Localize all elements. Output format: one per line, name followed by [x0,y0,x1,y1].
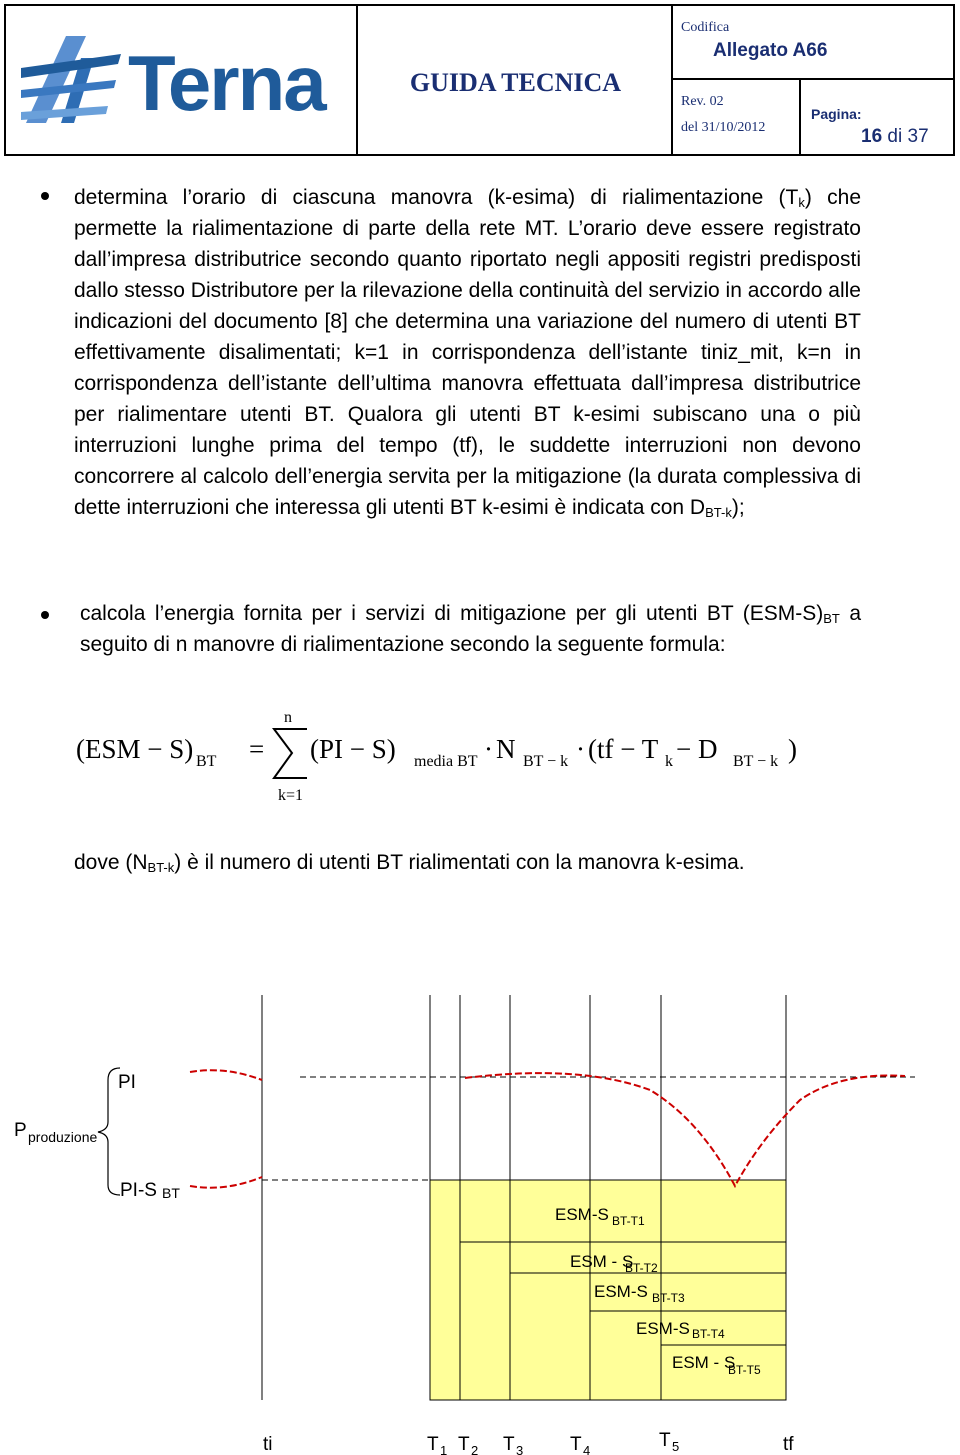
codifica-label: Codifica [681,20,730,35]
bullet-paragraph-1: determina l’orario di ciascuna manovra (k-esima) di rialimentazione $(T_k)$ che permette la rialimentazione di parte della rete MT. L’orario deve essere registrato dall’impresa distributrice secondo quanto riportato negli appositi registri predisposti dallo stesso Distributore per la rilevazione della continuità del servizio in accordo alle indicazioni del documento [8] che determina una variazione del numero di utenti BT effettivamente disalimentati; k=1 in corrispondenza dell’istante tiniz_mit, k=n in corrispondenza dell’istante dell’ultima manovra effettuata dall’impresa distributrice per rialimentare utenti BT. Qualora gli utenti BT k-esimi subiscano una o più interruzioni lunghe prima del tempo (tf), le suddette interruzioni non devono concorrere al calcolo dell’energia servita per la mitigazione (la durata complessiva di dette interruzioni che interessa gli utenti BT k-esimi è indicata con $D_{BT-k}$); [74,186,861,520]
codifica-value: Allegato A66 [713,40,828,61]
axis-sub-t5: 5 [672,1439,680,1454]
esm-sub-t3: BT-T3 [652,1291,685,1305]
terna-logo-text: Terna [128,39,325,127]
page-label: Pagina: [811,106,862,122]
formula-term-n: N [496,734,516,764]
formula-term-pi-s: (PI − S) [310,734,396,764]
revision-cell [673,80,801,154]
axis-sub-t4: 4 [583,1443,591,1455]
formula-term-d-sub: BT − k [733,753,779,770]
formula-term-d: − D [676,734,718,764]
curve-pi-left [190,1070,262,1080]
logo-cell [6,6,358,154]
axis-label-t2: T [458,1434,470,1455]
axis-label-t1: T [427,1434,439,1455]
axis-sub-t1: 1 [440,1443,448,1455]
formula-term-tk-sub: k [665,753,673,770]
page-cell [801,80,953,154]
formula-close-paren: ) [788,734,797,764]
esm-label-t5: ESM - S [672,1353,736,1372]
axis-sub-t3: 3 [516,1443,524,1455]
curve-production [465,1073,905,1186]
terna-logo-icon [16,28,126,138]
power-curves [190,1070,905,1188]
bullet-paragraph-2: calcola l’energia fornita per i servizi di mitigazione per gli utenti BT $(ESM-S)_{BT}$ a seguito di n manovre di rialimentazione secondo la seguente formula: [80,602,862,656]
sum-lower-limit: k=1 [278,787,304,804]
bullet-icon [40,191,50,201]
pis-label: PI-S [120,1180,157,1201]
formula-lhs-sub: BT [196,753,217,770]
bullet-icon [40,610,50,620]
sigma-icon [274,729,307,778]
pis-sub: BT [162,1185,180,1201]
esm-formula [76,702,896,812]
meta-cell [673,6,953,154]
reference-lines [262,1077,915,1180]
p-produzione-sub: produzione [28,1129,98,1145]
axis-sub-t2: 2 [471,1443,479,1455]
axis-label-t4: T [570,1434,582,1455]
document-header [4,4,955,156]
formula-dot: · [576,734,585,764]
document-type-title: GUIDA TECNICA [409,68,622,97]
esm-sub-t2: BT-T2 [625,1261,658,1275]
axis-label-t3: T [503,1434,515,1455]
esm-label-t2: ESM - S [570,1252,634,1271]
axis-label-tf: tf [783,1434,794,1455]
mitigation-energy-diagram [0,980,960,1455]
formula-lhs: (ESM − S) [76,734,194,764]
revision-number: Rev. 02 [681,94,724,109]
brace-icon [98,1068,120,1195]
p-produzione-label: P [14,1120,27,1141]
revision-date: del 31/10/2012 [681,120,766,135]
esm-label-t3: ESM-S [594,1282,648,1301]
formula-term-pi-s-sub: media BT [414,753,478,770]
esm-sub-t5: BT-T5 [728,1363,761,1377]
esm-sub-t1: BT-T1 [612,1214,645,1228]
axis-label-ti: ti [263,1434,273,1455]
codifica-cell [673,6,953,80]
axis-label-t5: T [659,1430,671,1451]
formula-term-tf: (tf − T [588,734,659,764]
esm-label-t4: ESM-S [636,1319,690,1338]
formula-term-n-sub: BT − k [523,753,569,770]
page-number: 16 di 37 [861,126,929,147]
curve-pis-left [190,1177,262,1188]
formula-equals: = [249,734,265,764]
esm-label-t1: ESM-S [555,1205,609,1224]
formula-dot: · [484,734,493,764]
sum-upper-limit: n [284,709,292,726]
pi-label: PI [118,1072,136,1093]
formula-explanation: dove $(N_{BT-k})$ è il numero di utenti BT rialimentati con la manovra k-esima. [74,851,745,875]
title-cell [358,6,673,154]
esm-sub-t4: BT-T4 [692,1327,725,1341]
